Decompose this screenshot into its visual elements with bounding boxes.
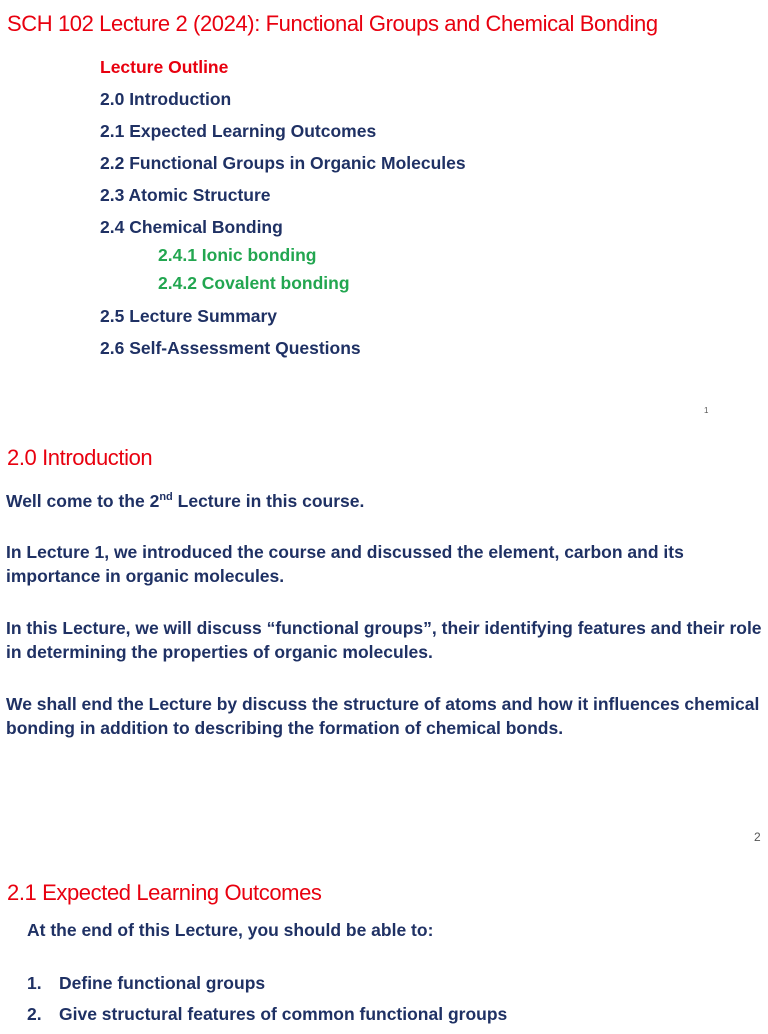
lecture-end-paragraph: We shall end the Lecture by discuss the structure of atoms and how it influences chemical bonding in addition to describing the formation of chemical bonds.: [6, 694, 760, 738]
list-item: [27, 1003, 507, 1034]
outcomes-list: [27, 972, 507, 1034]
list-number: 2.: [27, 1004, 42, 1024]
outcomes-intro: At the end of this Lecture, you should be able to:: [27, 920, 434, 940]
outline-item-introduction: 2.0 Introduction: [100, 89, 232, 109]
outline-heading: Lecture Outline: [100, 57, 229, 77]
welcome-paragraph: [6, 489, 766, 513]
welcome-text-start: Well come to the 2: [6, 491, 160, 511]
page-number: 1: [704, 406, 709, 415]
lecture-title: SCH 102 Lecture 2 (2024): Functional Groups and Chemical Bonding: [7, 11, 658, 36]
list-item-text: Give structural features of common functional groups: [59, 1004, 508, 1024]
slide-2: [0, 440, 768, 850]
ordinal-suffix: nd: [159, 491, 173, 504]
slide-1: [0, 0, 768, 430]
outline-item-self-assessment: 2.6 Self-Assessment Questions: [100, 338, 361, 358]
lecture-scope-paragraph: In this Lecture, we will discuss “functional groups”, their identifying features and their role in determining the properties of organic molecules.: [6, 618, 762, 662]
lecture-outline: [100, 56, 466, 369]
outline-item-atomic-structure: 2.3 Atomic Structure: [100, 185, 271, 205]
outline-subitem-ionic-bonding: 2.4.1 Ionic bonding: [158, 245, 317, 265]
section-title-introduction: 2.0 Introduction: [7, 445, 153, 470]
slide-3: [0, 868, 768, 1024]
outline-item-learning-outcomes: 2.1 Expected Learning Outcomes: [100, 121, 377, 141]
outline-item-functional-groups: 2.2 Functional Groups in Organic Molecules: [100, 153, 466, 173]
page-number: 2: [754, 830, 761, 844]
welcome-text-end: Lecture in this course.: [172, 491, 365, 511]
list-item-text: Define functional groups: [59, 973, 266, 993]
outline-item-chemical-bonding: 2.4 Chemical Bonding: [100, 217, 283, 237]
outline-subitem-covalent-bonding: 2.4.2 Covalent bonding: [158, 273, 350, 293]
list-item: [27, 972, 507, 1003]
list-number: 1.: [27, 973, 42, 993]
lecture-1-paragraph: In Lecture 1, we introduced the course and discussed the element, carbon and its importance in organic molecules.: [6, 542, 684, 586]
section-title-learning-outcomes: 2.1 Expected Learning Outcomes: [7, 880, 322, 905]
outline-item-lecture-summary: 2.5 Lecture Summary: [100, 306, 278, 326]
